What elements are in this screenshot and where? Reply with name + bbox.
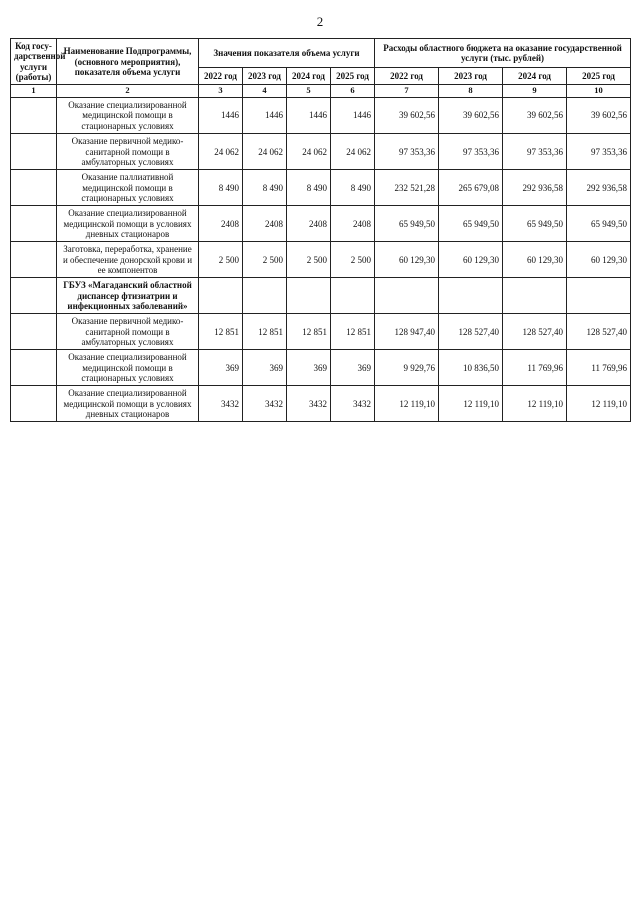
expense-value-cell: 12 119,10 bbox=[567, 386, 631, 422]
column-number: 2 bbox=[57, 85, 199, 98]
volume-value-cell: 24 062 bbox=[331, 134, 375, 170]
volume-value-cell: 2408 bbox=[199, 206, 243, 242]
volume-value-cell: 8 490 bbox=[331, 170, 375, 206]
volume-value-cell: 8 490 bbox=[287, 170, 331, 206]
expense-value-cell: 65 949,50 bbox=[439, 206, 503, 242]
expense-value-cell: 39 602,56 bbox=[375, 98, 439, 134]
volume-value-cell: 2408 bbox=[331, 206, 375, 242]
expense-value-cell: 292 936,58 bbox=[567, 170, 631, 206]
expense-value-cell bbox=[567, 278, 631, 314]
volume-value-cell: 1446 bbox=[287, 98, 331, 134]
table-row bbox=[11, 242, 631, 278]
table-body bbox=[11, 98, 631, 422]
service-code-cell bbox=[11, 278, 57, 314]
volume-value-cell: 24 062 bbox=[243, 134, 287, 170]
table-row bbox=[11, 206, 631, 242]
column-number: 1 bbox=[11, 85, 57, 98]
service-code-cell bbox=[11, 98, 57, 134]
table-row bbox=[11, 134, 631, 170]
volume-value-cell: 2408 bbox=[287, 206, 331, 242]
volume-value-cell: 369 bbox=[287, 350, 331, 386]
expense-value-cell: 128 527,40 bbox=[503, 314, 567, 350]
volume-value-cell: 1446 bbox=[331, 98, 375, 134]
expense-value-cell: 97 353,36 bbox=[439, 134, 503, 170]
service-name-cell: Оказание специализированной медицинской помощи в стационарных условиях bbox=[57, 98, 199, 134]
column-number: 10 bbox=[567, 85, 631, 98]
service-code-cell bbox=[11, 170, 57, 206]
volume-value-cell: 1446 bbox=[199, 98, 243, 134]
service-name-cell: Оказание специализированной медицинской помощи в условиях дневных стационаров bbox=[57, 386, 199, 422]
expense-value-cell: 60 129,30 bbox=[503, 242, 567, 278]
service-code-cell bbox=[11, 386, 57, 422]
expense-value-cell: 39 602,56 bbox=[503, 98, 567, 134]
volume-value-cell: 369 bbox=[243, 350, 287, 386]
volume-value-cell: 24 062 bbox=[199, 134, 243, 170]
volume-value-cell: 12 851 bbox=[331, 314, 375, 350]
page-number: 2 bbox=[316, 14, 324, 29]
volume-value-cell: 12 851 bbox=[287, 314, 331, 350]
table-row bbox=[11, 98, 631, 134]
header-volume-year: 2024 год bbox=[287, 68, 331, 85]
column-number: 9 bbox=[503, 85, 567, 98]
volume-value-cell: 8 490 bbox=[199, 170, 243, 206]
service-name-cell: Оказание специализированной медицинской помощи в стационарных условиях bbox=[57, 350, 199, 386]
volume-value-cell: 3432 bbox=[199, 386, 243, 422]
volume-value-cell: 1446 bbox=[243, 98, 287, 134]
service-code-cell bbox=[11, 134, 57, 170]
expense-value-cell: 11 769,96 bbox=[567, 350, 631, 386]
volume-value-cell: 12 851 bbox=[243, 314, 287, 350]
header-volume-group: Значения показателя объема услуги bbox=[199, 39, 375, 68]
expense-value-cell: 12 119,10 bbox=[503, 386, 567, 422]
header-volume-year: 2022 год bbox=[199, 68, 243, 85]
expense-value-cell: 60 129,30 bbox=[567, 242, 631, 278]
expense-value-cell bbox=[375, 278, 439, 314]
expense-value-cell: 10 836,50 bbox=[439, 350, 503, 386]
header-expense-year: 2024 год bbox=[503, 68, 567, 85]
volume-value-cell: 3432 bbox=[287, 386, 331, 422]
service-name-cell: Оказание первичной медико-санитарной помощи в амбулаторных условиях bbox=[57, 314, 199, 350]
service-name-cell: Оказание паллиативной медицинской помощи в стационарных условиях bbox=[57, 170, 199, 206]
volume-value-cell bbox=[287, 278, 331, 314]
expense-value-cell: 12 119,10 bbox=[439, 386, 503, 422]
volume-value-cell: 3432 bbox=[243, 386, 287, 422]
volume-value-cell: 24 062 bbox=[287, 134, 331, 170]
volume-value-cell: 2 500 bbox=[287, 242, 331, 278]
volume-value-cell: 2 500 bbox=[243, 242, 287, 278]
service-name-cell: Заготовка, переработка, хранение и обеспечение донорской крови и ее компонентов bbox=[57, 242, 199, 278]
expense-value-cell: 65 949,50 bbox=[503, 206, 567, 242]
expense-value-cell: 265 679,08 bbox=[439, 170, 503, 206]
column-number-row bbox=[11, 85, 631, 98]
volume-value-cell: 2 500 bbox=[199, 242, 243, 278]
volume-value-cell bbox=[199, 278, 243, 314]
expense-value-cell: 97 353,36 bbox=[503, 134, 567, 170]
expense-value-cell: 39 602,56 bbox=[567, 98, 631, 134]
column-number: 3 bbox=[199, 85, 243, 98]
service-code-cell bbox=[11, 242, 57, 278]
service-name-cell: ГБУЗ «Магаданский областной диспансер фтизиатрии и инфекционных заболеваний» bbox=[57, 278, 199, 314]
service-code-cell bbox=[11, 314, 57, 350]
expense-value-cell: 39 602,56 bbox=[439, 98, 503, 134]
service-name-cell: Оказание специализированной медицинской помощи в условиях дневных стационаров bbox=[57, 206, 199, 242]
volume-value-cell: 369 bbox=[331, 350, 375, 386]
table-row bbox=[11, 350, 631, 386]
services-table bbox=[10, 38, 631, 422]
header-name: Наименование Подпрограммы, (основного мероприятия), показателя объема услуги bbox=[57, 39, 199, 85]
expense-value-cell: 65 949,50 bbox=[375, 206, 439, 242]
column-number: 7 bbox=[375, 85, 439, 98]
expense-value-cell: 128 527,40 bbox=[439, 314, 503, 350]
expense-value-cell: 12 119,10 bbox=[375, 386, 439, 422]
service-code-cell bbox=[11, 206, 57, 242]
table-row bbox=[11, 170, 631, 206]
expense-value-cell: 128 527,40 bbox=[567, 314, 631, 350]
table-row bbox=[11, 314, 631, 350]
header-volume-year: 2025 год bbox=[331, 68, 375, 85]
expense-value-cell: 60 129,30 bbox=[439, 242, 503, 278]
header-volume-year: 2023 год bbox=[243, 68, 287, 85]
volume-value-cell bbox=[243, 278, 287, 314]
header-code: Код госу-дарственной услуги (работы) bbox=[11, 39, 57, 85]
expense-value-cell: 232 521,28 bbox=[375, 170, 439, 206]
column-number: 6 bbox=[331, 85, 375, 98]
expense-value-cell: 97 353,36 bbox=[375, 134, 439, 170]
expense-value-cell bbox=[503, 278, 567, 314]
service-code-cell bbox=[11, 350, 57, 386]
volume-value-cell: 8 490 bbox=[243, 170, 287, 206]
service-name-cell: Оказание первичной медико-санитарной помощи в амбулаторных условиях bbox=[57, 134, 199, 170]
volume-value-cell: 3432 bbox=[331, 386, 375, 422]
header-expense-year: 2022 год bbox=[375, 68, 439, 85]
header-expense-year: 2023 год bbox=[439, 68, 503, 85]
expense-value-cell: 11 769,96 bbox=[503, 350, 567, 386]
column-number: 5 bbox=[287, 85, 331, 98]
expense-value-cell bbox=[439, 278, 503, 314]
expense-value-cell: 97 353,36 bbox=[567, 134, 631, 170]
volume-value-cell: 2408 bbox=[243, 206, 287, 242]
section-row bbox=[11, 278, 631, 314]
expense-value-cell: 292 936,58 bbox=[503, 170, 567, 206]
header-expense-year: 2025 год bbox=[567, 68, 631, 85]
expense-value-cell: 128 947,40 bbox=[375, 314, 439, 350]
header-expense-group: Расходы областного бюджета на оказание государственной услуги (тыс. рублей) bbox=[375, 39, 631, 68]
expense-value-cell: 65 949,50 bbox=[567, 206, 631, 242]
expense-value-cell: 9 929,76 bbox=[375, 350, 439, 386]
volume-value-cell: 369 bbox=[199, 350, 243, 386]
volume-value-cell bbox=[331, 278, 375, 314]
volume-value-cell: 2 500 bbox=[331, 242, 375, 278]
column-number: 8 bbox=[439, 85, 503, 98]
column-number: 4 bbox=[243, 85, 287, 98]
volume-value-cell: 12 851 bbox=[199, 314, 243, 350]
table-row bbox=[11, 386, 631, 422]
expense-value-cell: 60 129,30 bbox=[375, 242, 439, 278]
